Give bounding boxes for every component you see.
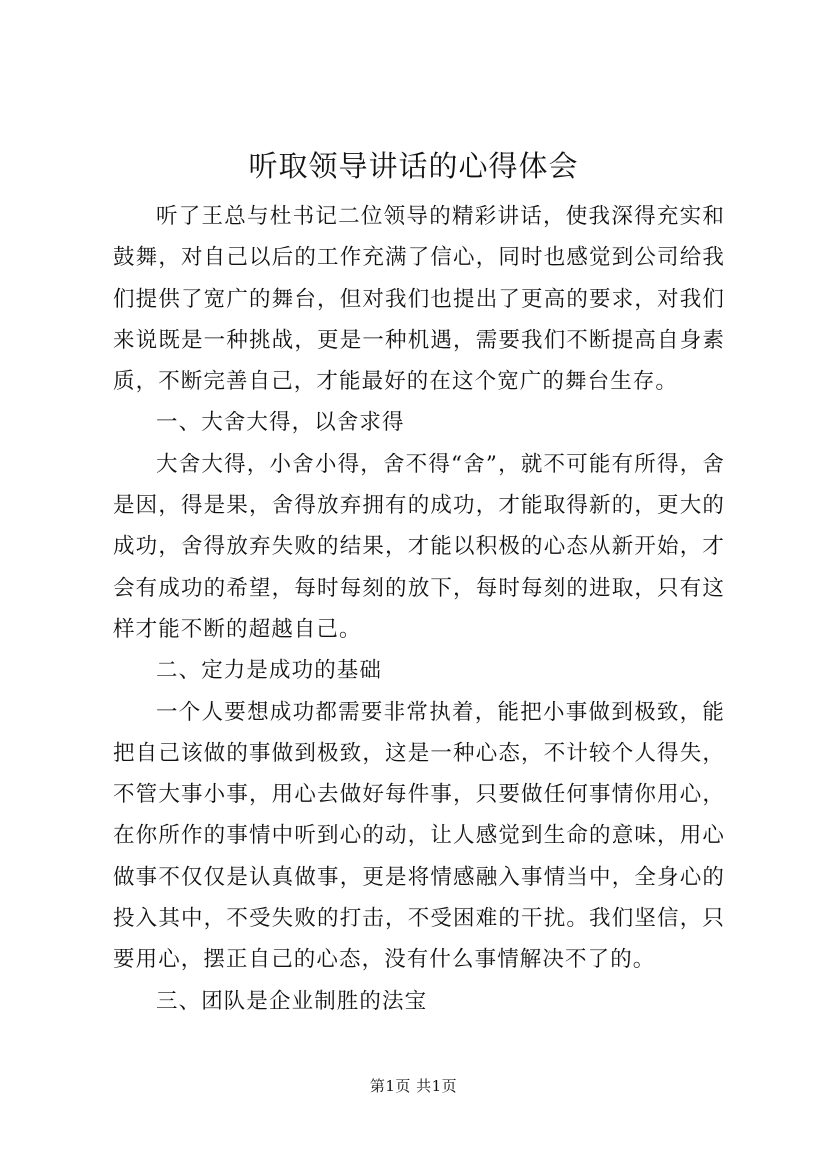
section-heading-2: 二、定力是成功的基础	[156, 658, 383, 684]
document-body	[113, 196, 725, 1022]
section-paragraph-2: 一个人要想成功都需要非常执着，能把小事做到极致，能把自己该做的事做到极致，这是一种心态，不计较个人得失，不管大事小事，用心去做好每件事，只要做任何事情你用心，在你所作的事情中听到心的动，让人感觉到生命的意味，用心做事不仅仅是认真做事，更是将情感融入事情当中，全身心的投入其中，不受失败的打击，不受困难的干扰。我们坚信，只要用心，摆正自己的心态，没有什么事情解决不了的。	[113, 699, 725, 973]
page-number-footer: 第1页 共1页	[369, 1077, 458, 1095]
section-heading-3: 三、团队是企业制胜的法宝	[156, 988, 428, 1014]
section-paragraph-1: 大舍大得，小舍小得，舍不得“舍”，就不可能有所得，舍是因，得是果，舍得放弃拥有的成功，才能取得新的，更大的成功，舍得放弃失败的结果，才能以积极的心态从新开始，才会有成功的希望，每时每刻的放下，每时每刻的进取，只有这样才能不断的超越自己。	[113, 451, 725, 642]
intro-paragraph: 听了王总与杜书记二位领导的精彩讲话，使我深得充实和鼓舞，对自己以后的工作充满了信心，同时也感觉到公司给我们提供了宽广的舞台，但对我们也提出了更高的要求，对我们来说既是一种挑战，更是一种机遇，需要我们不断提高自身素质，不断完善自己，才能最好的在这个宽广的舞台生存。	[113, 204, 725, 395]
document-title: 听取领导讲话的心得体会	[248, 149, 579, 183]
section-heading-1: 一、大舍大得，以舍求得	[156, 410, 405, 436]
